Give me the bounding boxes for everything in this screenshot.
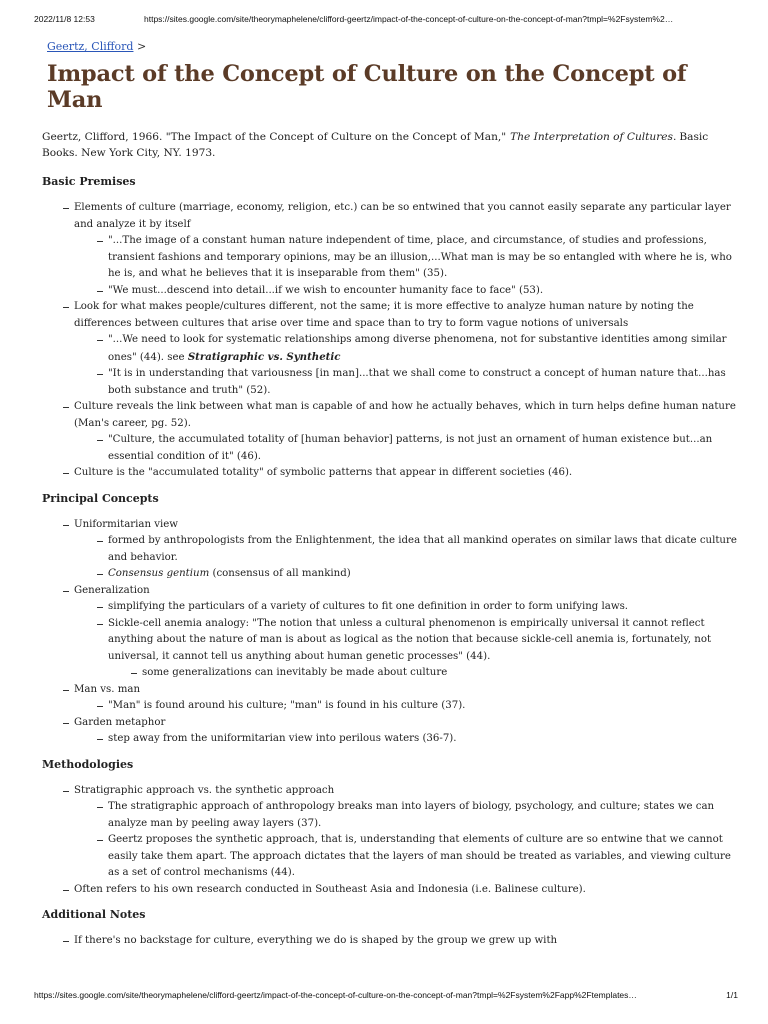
sub-list bbox=[108, 799, 740, 882]
list-item: "Culture, the accumulated totality of [human behavior] patterns, is not just an ornament of human existence but...an essential condition of it" (46). bbox=[108, 432, 740, 465]
list-item-text: Look for what makes people/cultures different, not the same; it is more effective to analyze human nature by noting the differences between cultures that arise over time and space than to try to form vague notions of universals bbox=[74, 301, 694, 329]
sub-sub-list bbox=[142, 665, 740, 682]
list-item-text: Uniformitarian view bbox=[74, 518, 179, 530]
list-item-text: "...We need to look for systematic relationships among diverse phenomena, not for substantive identities among similar ones" (44). see bbox=[108, 334, 727, 363]
list-item bbox=[108, 332, 740, 366]
list-item: "Man" is found around his culture; "man" is found in his culture (37). bbox=[108, 698, 740, 715]
list-item bbox=[74, 517, 740, 583]
methodologies-list bbox=[74, 783, 740, 899]
breadcrumb bbox=[47, 40, 740, 53]
list-item bbox=[74, 299, 740, 399]
citation-text: Geertz, Clifford, 1966. "The Impact of the Concept of Culture on the Concept of Man," bbox=[42, 131, 507, 143]
list-item-text: (consensus of all mankind) bbox=[209, 568, 351, 579]
page-title: Impact of the Concept of Culture on the Concept of Man bbox=[47, 61, 687, 113]
sub-list bbox=[108, 599, 740, 682]
list-item: Often refers to his own research conducted in Southeast Asia and Indonesia (i.e. Balinese culture). bbox=[74, 882, 740, 899]
list-item bbox=[74, 399, 740, 465]
section-heading-basic-premises: Basic Premises bbox=[42, 175, 136, 188]
list-item: Geertz proposes the synthetic approach, that is, understanding that elements of culture are so entwine that we cannot easily take them apart. The approach dictates that the layers of man should be treated as variables, and viewing culture as a set of control mechanisms (44). bbox=[108, 832, 740, 882]
list-item: "It is in understanding that variousness [in man]...that we shall come to construct a concept of human nature that...has both substance and truth" (52). bbox=[108, 366, 740, 399]
list-item: simplifying the particulars of a variety of cultures to fit one definition in order to form unifying laws. bbox=[108, 599, 740, 616]
list-item: If there's no backstage for culture, everything we do is shaped by the group we grew up with bbox=[74, 933, 740, 950]
print-footer bbox=[34, 990, 738, 1002]
section-heading-methodologies: Methodologies bbox=[42, 757, 134, 771]
print-header bbox=[34, 14, 738, 24]
page-number: 1/1 bbox=[726, 990, 738, 1000]
list-item-text: Culture reveals the link between what man is capable of and how he actually behaves, which in turn helps define human nature (Man's career, pg. 52). bbox=[74, 401, 736, 429]
list-item: "...The image of a constant human nature independent of time, place, and circumstance, of studies and professions, transient fashions and temporary opinions, may be an illusion,...What man is may be so entangled with where he is, who he is, and what he believes that it is inseparable from them" (35). bbox=[108, 233, 740, 283]
print-header-url: https://sites.google.com/site/theorymaphelene/clifford-geertz/impact-of-the-concept-of-culture-on-the-concept-of-man?tmpl=%2Fsystem%2… bbox=[144, 14, 674, 24]
list-item-text: Garden metaphor bbox=[74, 716, 166, 728]
stratigraphic-vs-synthetic-link[interactable]: Stratigraphic vs. Synthetic bbox=[187, 350, 341, 363]
sub-list bbox=[108, 698, 740, 715]
list-item bbox=[108, 566, 740, 583]
list-item bbox=[74, 583, 740, 682]
citation-book-title: The Interpretation of Cultures. bbox=[510, 131, 677, 143]
list-item: some generalizations can inevitably be made about culture bbox=[142, 665, 740, 682]
list-item-text: Stratigraphic approach vs. the synthetic approach bbox=[74, 784, 335, 796]
list-item: Culture is the "accumulated totality" of symbolic patterns that appear in different societies (46). bbox=[74, 465, 740, 482]
list-item bbox=[74, 200, 740, 299]
list-item: formed by anthropologists from the Enlightenment, the idea that all mankind operates on similar laws that dicate culture and behavior. bbox=[108, 533, 740, 566]
sub-list bbox=[108, 533, 740, 583]
basic-premises-list bbox=[74, 200, 740, 482]
list-item: "We must...descend into detail...if we wish to encounter humanity face to face" (53). bbox=[108, 283, 740, 300]
list-item-text: Elements of culture (marriage, economy, religion, etc.) can be so entwined that you cannot easily separate any particular layer and analyze it by itself bbox=[74, 202, 731, 230]
sub-list bbox=[108, 731, 740, 748]
list-item bbox=[108, 616, 740, 682]
print-date: 2022/11/8 12:53 bbox=[34, 14, 95, 24]
print-footer-url: https://sites.google.com/site/theorymaphelene/clifford-geertz/impact-of-the-concept-of-culture-on-the-concept-of-man?tmpl=%2Fsystem%2Fapp%2Ftemplates… bbox=[34, 990, 637, 1000]
section-heading-additional-notes: Additional Notes bbox=[42, 908, 146, 921]
list-item-text: Sickle-cell anemia analogy: "The notion that unless a cultural phenomenon is empirically universal it cannot reflect anything about the nature of man is about as logical as the notion that because sickle-cell anemia is, fortunately, not universal, it cannot tell us anything about human genetic processes" (44). bbox=[108, 617, 712, 662]
citation bbox=[42, 129, 740, 161]
breadcrumb-link-geertz[interactable]: Geertz, Clifford bbox=[47, 40, 134, 53]
list-item: The stratigraphic approach of anthropology breaks man into layers of biology, psychology, and culture; states we can analyze man by peeling away layers (37). bbox=[108, 799, 740, 832]
consensus-gentium-term: Consensus gentium bbox=[108, 568, 210, 579]
list-item bbox=[74, 783, 740, 882]
citation-publisher: Basic Books. New York City, NY. 1973. bbox=[42, 131, 709, 159]
sub-list bbox=[108, 233, 740, 299]
list-item bbox=[74, 715, 740, 748]
list-item-text: Generalization bbox=[74, 584, 150, 596]
list-item: step away from the uniformitarian view into perilous waters (36-7). bbox=[108, 731, 740, 748]
principal-concepts-list bbox=[74, 517, 740, 748]
page-content bbox=[40, 40, 740, 960]
additional-notes-list bbox=[74, 933, 740, 950]
breadcrumb-separator: > bbox=[136, 40, 147, 53]
section-heading-principal-concepts: Principal Concepts bbox=[42, 491, 159, 505]
sub-list bbox=[108, 332, 740, 399]
list-item bbox=[74, 682, 740, 715]
list-item-text: Man vs. man bbox=[74, 683, 141, 695]
sub-list bbox=[108, 432, 740, 465]
